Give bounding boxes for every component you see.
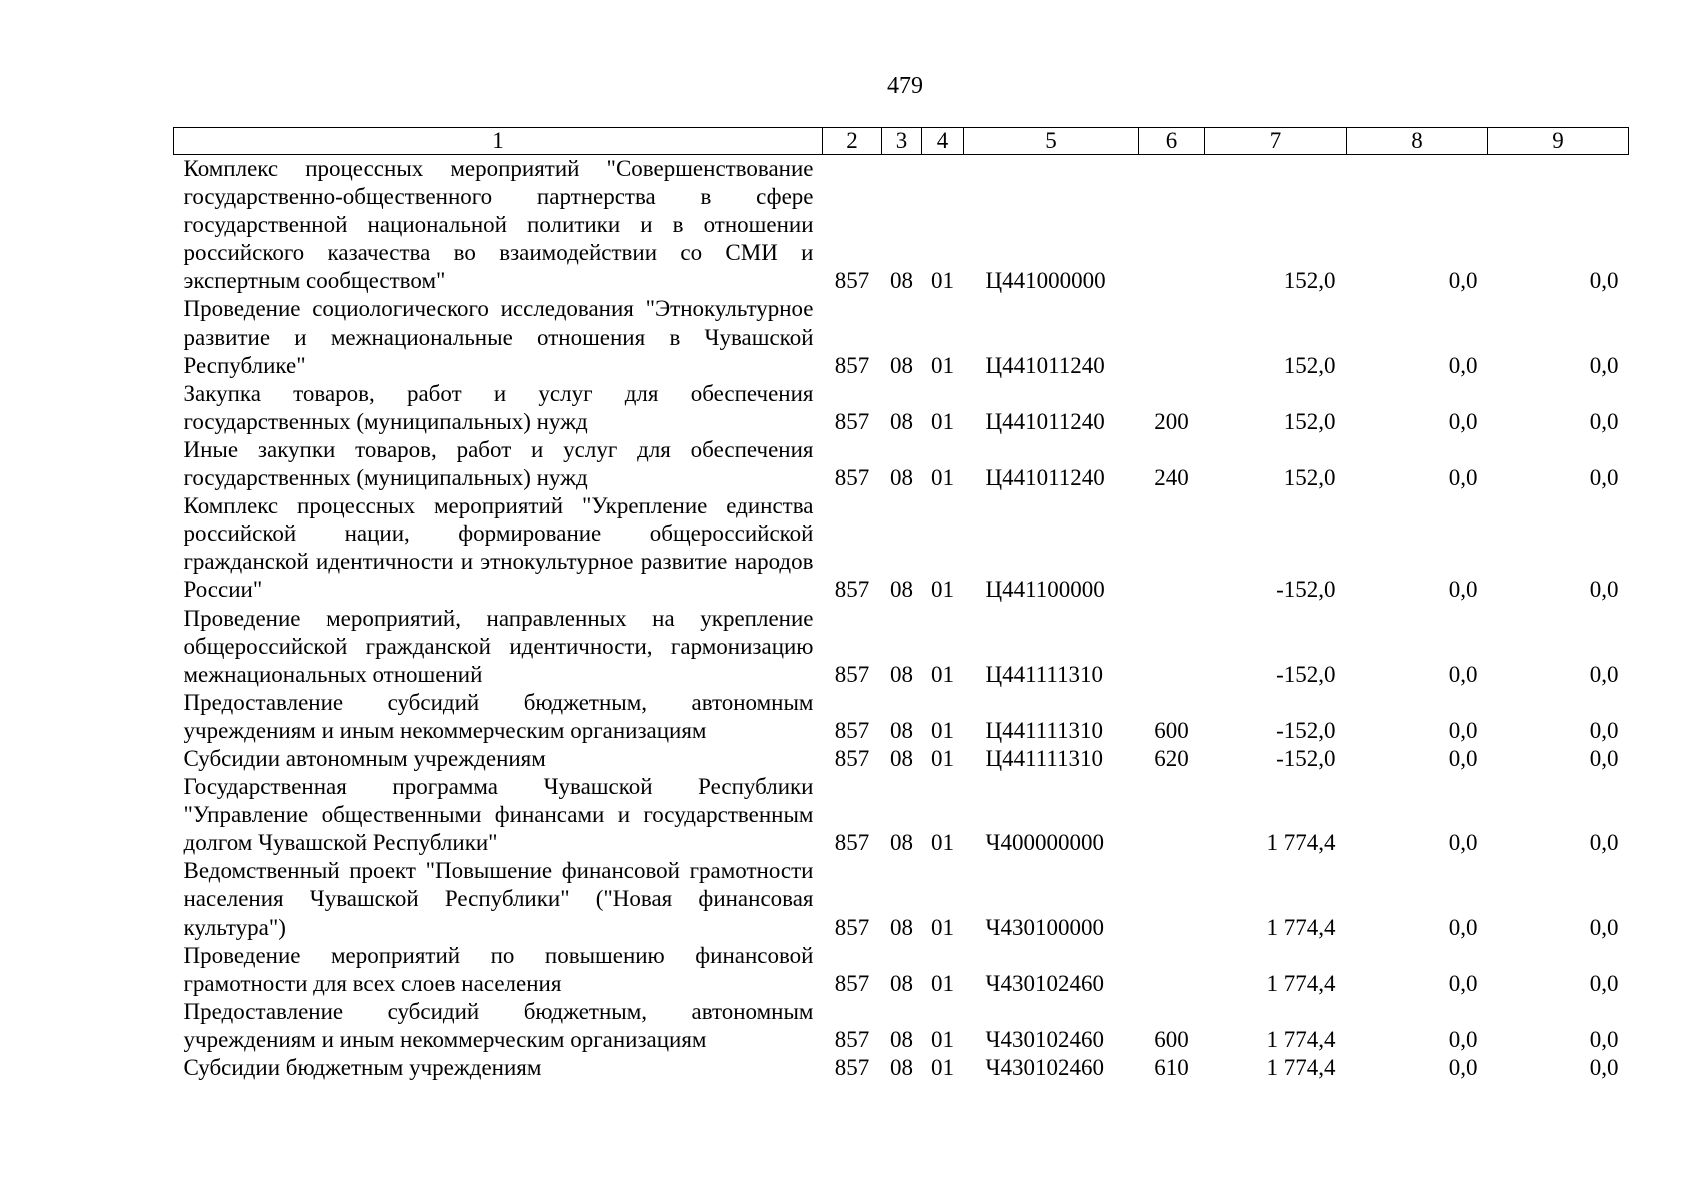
row-col-9: 0,0 bbox=[1589, 465, 1619, 491]
column-header-7: 7 bbox=[1205, 128, 1347, 155]
row-col-9: 0,0 bbox=[1589, 717, 1619, 743]
header-row bbox=[174, 128, 1629, 155]
row-col-8: 0,0 bbox=[1448, 577, 1478, 603]
row-col-2: 857 bbox=[834, 914, 870, 940]
row-col-9: 0,0 bbox=[1589, 1026, 1619, 1052]
row-name: Ведомственный проект "Повышение финансовой грамотности населения Чувашской Республики" ("Новая финансовая культура") bbox=[183, 858, 814, 940]
row-col-9: 0,0 bbox=[1589, 268, 1619, 294]
row-col-8: 0,0 bbox=[1448, 408, 1478, 434]
row-col-4: 01 bbox=[931, 352, 954, 378]
row-col-9: 0,0 bbox=[1589, 914, 1619, 940]
page-number: 479 bbox=[887, 73, 923, 99]
row-col-5: Ч430102460 bbox=[985, 1055, 1104, 1080]
row-name: Проведение социологического исследования "Этнокультурное развитие и межнациональные отношения в Чувашской Республике" bbox=[183, 296, 814, 378]
table-row bbox=[174, 436, 1629, 492]
row-name: Закупка товаров, работ и услуг для обеспечения государственных (муниципальных) нужд bbox=[183, 380, 814, 434]
row-col-8: 0,0 bbox=[1448, 970, 1478, 996]
row-col-3: 08 bbox=[890, 661, 913, 687]
row-col-2: 857 bbox=[834, 577, 870, 603]
budget-table bbox=[173, 127, 1629, 1082]
row-name: Предоставление субсидий бюджетным, автономным учреждениям и иным некоммерческим организациям bbox=[183, 998, 814, 1052]
row-col-2: 857 bbox=[834, 268, 870, 294]
row-col-7: 152,0 bbox=[1283, 465, 1336, 491]
row-col-3: 08 bbox=[890, 745, 913, 771]
row-col-5: Ч430100000 bbox=[985, 914, 1104, 940]
row-col-2: 857 bbox=[834, 745, 870, 771]
row-col-2: 857 bbox=[834, 661, 870, 687]
row-col-6: 200 bbox=[1154, 408, 1189, 434]
table-row bbox=[174, 745, 1629, 773]
row-col-9: 0,0 bbox=[1589, 745, 1619, 771]
row-col-9: 0,0 bbox=[1589, 661, 1619, 687]
row-col-3: 08 bbox=[890, 268, 913, 294]
row-col-4: 01 bbox=[931, 408, 954, 434]
row-col-3: 08 bbox=[890, 465, 913, 491]
table-row bbox=[174, 1054, 1629, 1082]
row-col-6 bbox=[1139, 605, 1205, 689]
row-col-5: Ц441111310 bbox=[985, 745, 1104, 771]
row-col-3: 08 bbox=[890, 408, 913, 434]
row-col-4: 01 bbox=[931, 577, 954, 603]
row-col-5: Ц441111310 bbox=[985, 661, 1104, 687]
row-col-5: Ч430102460 bbox=[985, 970, 1104, 996]
row-col-7: 152,0 bbox=[1283, 268, 1336, 294]
column-header-6: 6 bbox=[1139, 128, 1205, 155]
row-col-6 bbox=[1139, 295, 1205, 379]
row-col-6 bbox=[1139, 857, 1205, 941]
row-col-7: -152,0 bbox=[1276, 577, 1336, 603]
row-col-3: 08 bbox=[890, 577, 913, 603]
row-col-8: 0,0 bbox=[1448, 830, 1478, 856]
table-row bbox=[174, 998, 1629, 1054]
column-header-9: 9 bbox=[1488, 128, 1629, 155]
row-col-4: 01 bbox=[931, 830, 954, 856]
row-name: Государственная программа Чувашской Республики "Управление общественными финансами и государственным долгом Чувашской Республики" bbox=[183, 774, 814, 856]
column-header-8: 8 bbox=[1347, 128, 1488, 155]
row-col-7: -152,0 bbox=[1276, 661, 1336, 687]
row-col-7: 1 774,4 bbox=[1266, 1055, 1336, 1080]
row-col-2: 857 bbox=[834, 352, 870, 378]
row-col-8: 0,0 bbox=[1448, 1055, 1478, 1080]
row-name: Субсидии автономным учреждениям bbox=[183, 745, 546, 771]
row-col-6 bbox=[1139, 492, 1205, 604]
column-header-2: 2 bbox=[823, 128, 882, 155]
row-col-5: Ц441111310 bbox=[985, 717, 1104, 743]
row-col-6: 240 bbox=[1154, 465, 1189, 491]
table-row bbox=[174, 380, 1629, 436]
row-col-2: 857 bbox=[834, 1026, 870, 1052]
row-col-3: 08 bbox=[890, 352, 913, 378]
row-col-3: 08 bbox=[890, 717, 913, 743]
row-name: Иные закупки товаров, работ и услуг для обеспечения государственных (муниципальных) нужд bbox=[183, 436, 814, 491]
row-name: Комплекс процессных мероприятий "Совершенствование государственно-общественного партнерства в сфере государственной национальной политики и в отношении российского казачества во взаимодействии со СМИ и экспертным сообществом" bbox=[183, 156, 814, 294]
row-col-3: 08 bbox=[890, 830, 913, 856]
table-row bbox=[174, 492, 1629, 604]
table-row bbox=[174, 689, 1629, 745]
row-col-7: 1 774,4 bbox=[1266, 970, 1336, 996]
row-col-7: 1 774,4 bbox=[1266, 914, 1336, 940]
table-row bbox=[174, 857, 1629, 941]
row-col-8: 0,0 bbox=[1448, 661, 1478, 687]
row-col-8: 0,0 bbox=[1448, 914, 1478, 940]
row-col-4: 01 bbox=[931, 717, 954, 743]
row-col-9: 0,0 bbox=[1589, 1055, 1619, 1080]
table-row bbox=[174, 295, 1629, 379]
row-col-7: -152,0 bbox=[1276, 717, 1336, 743]
row-name: Субсидии бюджетным учреждениям bbox=[183, 1055, 542, 1080]
row-col-8: 0,0 bbox=[1448, 1026, 1478, 1052]
row-name: Проведение мероприятий, направленных на укрепление общероссийской гражданской идентичности, гармонизацию межнациональных отношений bbox=[183, 605, 814, 687]
column-header-5: 5 bbox=[964, 128, 1139, 155]
row-col-2: 857 bbox=[834, 970, 870, 996]
row-col-6: 600 bbox=[1154, 717, 1189, 743]
row-col-7: 1 774,4 bbox=[1266, 1026, 1336, 1052]
row-col-4: 01 bbox=[931, 914, 954, 940]
row-col-4: 01 bbox=[931, 465, 954, 491]
row-col-9: 0,0 bbox=[1589, 830, 1619, 856]
row-name: Комплекс процессных мероприятий "Укрепление единства российской нации, формирование общероссийской гражданской идентичности и этнокультурное развитие народов России" bbox=[183, 493, 814, 603]
row-col-4: 01 bbox=[931, 661, 954, 687]
row-col-6: 600 bbox=[1154, 1026, 1189, 1052]
row-col-3: 08 bbox=[890, 1026, 913, 1052]
row-col-5: Ц441000000 bbox=[985, 268, 1106, 294]
row-col-3: 08 bbox=[890, 914, 913, 940]
row-col-7: 152,0 bbox=[1283, 408, 1336, 434]
row-col-6 bbox=[1139, 155, 1205, 296]
row-col-4: 01 bbox=[931, 745, 954, 771]
row-col-9: 0,0 bbox=[1589, 408, 1619, 434]
column-header-4: 4 bbox=[922, 128, 964, 155]
column-header-3: 3 bbox=[882, 128, 922, 155]
row-col-6: 620 bbox=[1154, 745, 1189, 771]
row-col-7: -152,0 bbox=[1276, 745, 1336, 771]
row-col-4: 01 bbox=[931, 268, 954, 294]
row-col-6: 610 bbox=[1154, 1055, 1189, 1080]
table-row bbox=[174, 942, 1629, 998]
row-col-5: Ч430102460 bbox=[985, 1026, 1104, 1052]
row-col-2: 857 bbox=[834, 1055, 870, 1080]
row-col-8: 0,0 bbox=[1448, 465, 1478, 491]
row-col-5: Ч400000000 bbox=[985, 830, 1104, 856]
row-col-6 bbox=[1139, 773, 1205, 857]
row-col-8: 0,0 bbox=[1448, 745, 1478, 771]
row-name: Предоставление субсидий бюджетным, автономным учреждениям и иным некоммерческим организациям bbox=[183, 689, 814, 743]
row-col-7: 152,0 bbox=[1283, 352, 1336, 378]
row-col-6 bbox=[1139, 942, 1205, 998]
row-col-5: Ц441100000 bbox=[985, 577, 1105, 603]
row-col-9: 0,0 bbox=[1589, 352, 1619, 378]
row-col-2: 857 bbox=[834, 717, 870, 743]
row-col-4: 01 bbox=[931, 970, 954, 996]
row-col-9: 0,0 bbox=[1589, 577, 1619, 603]
table-row bbox=[174, 155, 1629, 296]
row-col-2: 857 bbox=[834, 465, 870, 491]
row-col-3: 08 bbox=[890, 970, 913, 996]
table-row bbox=[174, 773, 1629, 857]
row-col-5: Ц441011240 bbox=[985, 408, 1105, 434]
row-name: Проведение мероприятий по повышению финансовой грамотности для всех слоев населения bbox=[183, 942, 814, 996]
row-col-8: 0,0 bbox=[1448, 268, 1478, 294]
table-row bbox=[174, 605, 1629, 689]
row-col-4: 01 bbox=[931, 1026, 954, 1052]
row-col-8: 0,0 bbox=[1448, 717, 1478, 743]
row-col-4: 01 bbox=[931, 1055, 954, 1080]
row-col-2: 857 bbox=[834, 408, 870, 434]
row-col-3: 08 bbox=[890, 1055, 913, 1080]
row-col-8: 0,0 bbox=[1448, 352, 1478, 378]
row-col-9: 0,0 bbox=[1589, 970, 1619, 996]
row-col-7: 1 774,4 bbox=[1266, 830, 1336, 856]
row-col-2: 857 bbox=[834, 830, 870, 856]
row-col-5: Ц441011240 bbox=[985, 465, 1105, 491]
column-header-1: 1 bbox=[174, 128, 823, 155]
row-col-5: Ц441011240 bbox=[985, 352, 1105, 378]
